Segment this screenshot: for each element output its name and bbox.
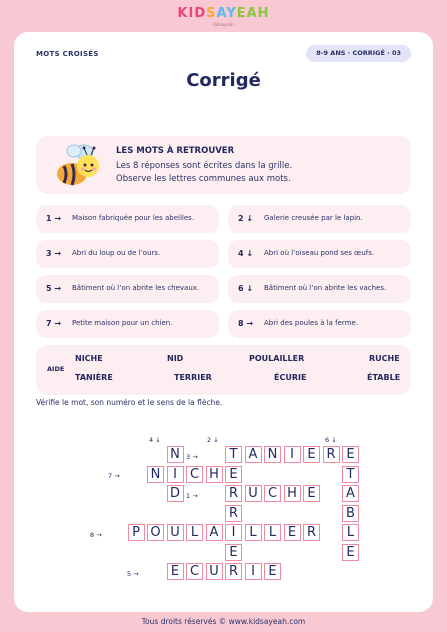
grid-cell: E xyxy=(342,446,359,463)
word-bank-word: POULAILLER xyxy=(249,354,305,363)
word-bank-word: TANIÈRE xyxy=(75,373,113,382)
bee-icon xyxy=(48,142,106,190)
page-title: Corrigé xyxy=(186,70,261,91)
grid-cell: R xyxy=(303,524,320,541)
grid-cell: E xyxy=(264,563,281,580)
grid-cell: E xyxy=(225,466,242,483)
clue-number-label: 1 → xyxy=(186,492,198,500)
grid-cell: L xyxy=(342,524,359,541)
logo-part-4: EAH xyxy=(236,6,270,21)
clue-number-label: 2 ↓ xyxy=(207,436,219,444)
intro-line-2: Observe les lettres communes aux mots. xyxy=(116,174,291,184)
logo-part-2: S xyxy=(206,6,217,21)
word-bank-word: RUCHE xyxy=(369,354,400,363)
brand-tagline: Kidsayeah xyxy=(213,22,234,27)
logo-part-3: AY xyxy=(216,6,237,21)
clue-number-label: 5 → xyxy=(127,570,139,578)
clue-card xyxy=(228,310,411,338)
clue-card xyxy=(36,310,219,338)
clue-number: 1 → xyxy=(46,214,62,223)
clue-text: Abri des poules à la ferme. xyxy=(264,319,359,327)
grid-cell: P xyxy=(128,524,145,541)
intro-panel xyxy=(36,136,411,194)
footer-copyright: Tous droits réservés © www.kidsayeah.com xyxy=(141,617,306,626)
word-bank-word: ÉCURIE xyxy=(274,373,307,382)
grid-cell: E xyxy=(303,485,320,502)
grid-cell: R xyxy=(225,563,242,580)
clue-number: 2 ↓ xyxy=(238,214,254,223)
word-bank-word: TERRIER xyxy=(174,373,212,382)
clue-text: Abri du loup ou de l’ours. xyxy=(72,249,161,257)
level-badge: 8-9 ANS · CORRIGÉ · 03 xyxy=(306,45,411,62)
clue-number: 7 → xyxy=(46,319,62,328)
word-bank-word: ÉTABLE xyxy=(367,373,401,382)
clue-text: Bâtiment où l’on abrite les vaches. xyxy=(264,284,387,292)
grid-cell: C xyxy=(186,466,203,483)
grid-cell: A xyxy=(206,524,223,541)
grid-cell: R xyxy=(225,485,242,502)
grid-cell: N xyxy=(167,446,184,463)
grid-cell: E xyxy=(225,544,242,561)
word-bank-label: AIDE xyxy=(47,365,65,373)
grid-cell: R xyxy=(323,446,340,463)
grid-cell: L xyxy=(186,524,203,541)
clue-number-label: 3 → xyxy=(186,453,198,461)
grid-cell: T xyxy=(342,466,359,483)
grid-cell: A xyxy=(342,485,359,502)
grid-cell: N xyxy=(264,446,281,463)
clue-number-label: 6 ↓ xyxy=(325,436,337,444)
clue-text: Petite maison pour un chien. xyxy=(72,319,173,327)
grid-cell: E xyxy=(284,524,301,541)
clue-number: 8 → xyxy=(238,319,254,328)
grid-cell: C xyxy=(264,485,281,502)
grid-cell: A xyxy=(245,446,262,463)
word-bank-word: NID xyxy=(167,354,184,363)
clue-card xyxy=(228,275,411,303)
grid-cell: L xyxy=(245,524,262,541)
grid-cell: H xyxy=(206,466,223,483)
logo-part-1: KID xyxy=(177,6,207,21)
grid-cell: U xyxy=(245,485,262,502)
grid-cell: H xyxy=(284,485,301,502)
clue-number-label: 8 → xyxy=(90,531,102,539)
instruction-text: Vérifie le mot, son numéro et le sens de la flèche. xyxy=(36,398,223,407)
clue-text: Bâtiment où l’on abrite les chevaux. xyxy=(72,284,200,292)
clue-number-label: 4 ↓ xyxy=(149,436,161,444)
brand-logo xyxy=(0,6,447,21)
grid-cell: E xyxy=(303,446,320,463)
clue-card xyxy=(36,240,219,268)
worksheet-card xyxy=(14,32,433,612)
grid-cell: I xyxy=(167,466,184,483)
clue-number: 5 → xyxy=(46,284,62,293)
grid-cell: N xyxy=(147,466,164,483)
clue-text: Maison fabriquée pour les abeilles. xyxy=(72,214,195,222)
grid-cell: I xyxy=(284,446,301,463)
grid-cell: I xyxy=(245,563,262,580)
grid-cell: I xyxy=(225,524,242,541)
grid-cell: D xyxy=(167,485,184,502)
grid-cell: E xyxy=(167,563,184,580)
grid-cell: B xyxy=(342,505,359,522)
grid-cell: O xyxy=(147,524,164,541)
grid-cell: L xyxy=(264,524,281,541)
clue-number: 3 → xyxy=(46,249,62,258)
clue-number-label: 7 → xyxy=(108,472,120,480)
intro-line-1: Les 8 réponses sont écrites dans la grille. xyxy=(116,161,293,171)
grid-cell: E xyxy=(342,544,359,561)
clue-card xyxy=(228,240,411,268)
word-bank xyxy=(36,345,411,395)
clue-text: Galerie creusée par le lapin. xyxy=(264,214,363,222)
clue-card xyxy=(228,205,411,233)
word-bank-word: NICHE xyxy=(75,354,103,363)
section-label: MOTS CROISÉS xyxy=(36,50,99,58)
clue-card xyxy=(36,275,219,303)
clue-number: 6 ↓ xyxy=(238,284,254,293)
grid-cell: U xyxy=(206,563,223,580)
clue-text: Abri où l’oiseau pond ses œufs. xyxy=(264,249,375,257)
grid-cell: R xyxy=(225,505,242,522)
grid-cell: C xyxy=(186,563,203,580)
grid-cell: T xyxy=(225,446,242,463)
grid-cell: U xyxy=(167,524,184,541)
clue-card xyxy=(36,205,219,233)
intro-heading: LES MOTS À RETROUVER xyxy=(116,146,235,156)
clue-number: 4 ↓ xyxy=(238,249,254,258)
